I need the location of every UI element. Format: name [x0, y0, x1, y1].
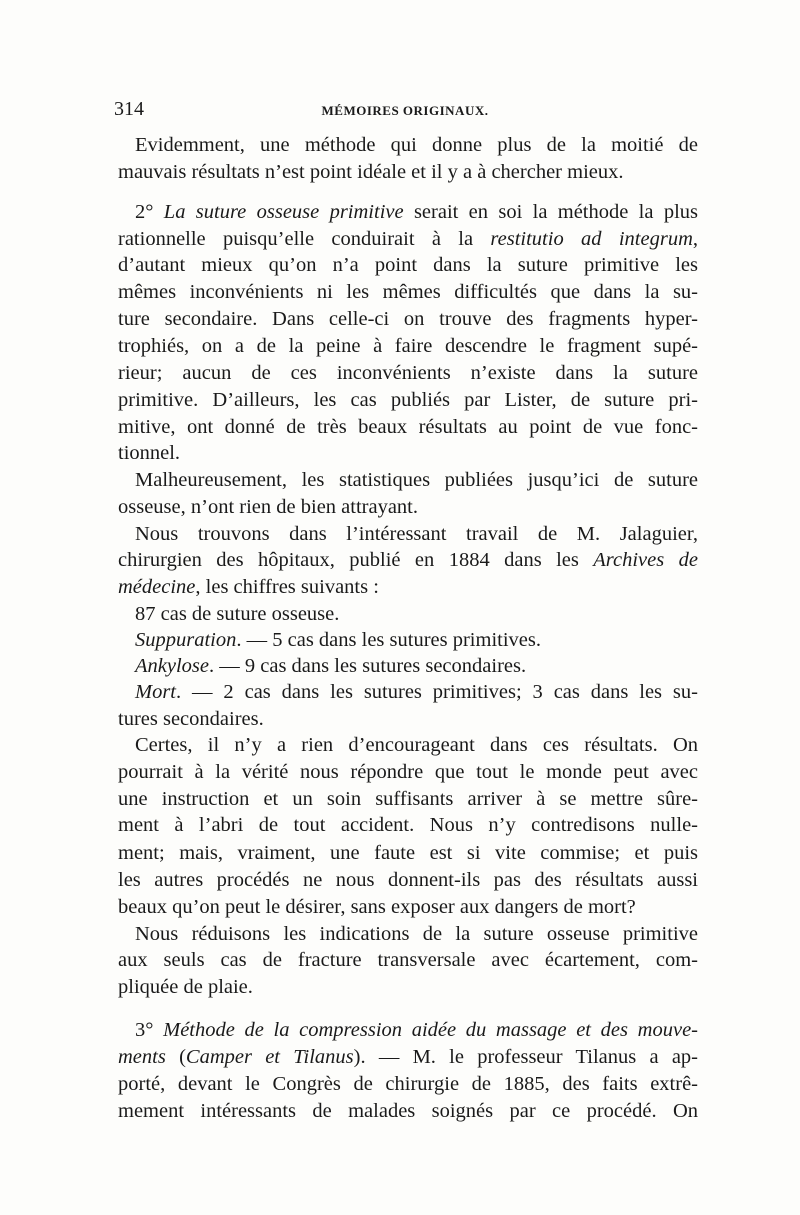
running-title: [0, 103, 800, 119]
text-span: ment à l’abri de tout accident. Nous n’y contredisons nulle-: [118, 814, 698, 836]
text-line: [135, 733, 698, 757]
text-line: [118, 441, 698, 465]
text-line: [118, 495, 698, 519]
running-title-text: MÉMOIRES ORIGINAUX.: [321, 103, 489, 118]
text-span: Malheureusement, les statistiques publiées jusqu’ici de suture: [135, 469, 698, 491]
text-span: trophiés, on a de la peine à faire descendre le fragment supé-: [118, 335, 698, 357]
text-span: ). — M. le professeur Tilanus a ap-: [353, 1046, 699, 1068]
text-span: primitive. D’ailleurs, les cas publiés par Lister, de suture pri-: [118, 389, 698, 411]
text-line: [118, 415, 698, 439]
italic-text: restitutio ad integrum: [490, 228, 693, 250]
text-line: [118, 975, 698, 999]
text-line: [118, 787, 698, 811]
text-span: . — 5 cas dans les sutures primitives.: [236, 629, 541, 651]
text-span: 3°: [135, 1019, 164, 1041]
text-line: [118, 307, 698, 331]
text-span: tures secondaires.: [118, 708, 264, 730]
text-line: [118, 841, 698, 865]
text-line: [118, 813, 698, 837]
text-span: . — 9 cas dans les sutures secondaires.: [209, 655, 527, 677]
italic-text: Archives de: [593, 549, 698, 571]
text-span: Certes, il n’y a rien d’encourageant dans ces résultats. On: [135, 734, 698, 756]
text-line: [118, 1099, 698, 1123]
text-span: d’autant mieux qu’on n’a point dans la suture primitive les: [118, 254, 698, 276]
text-span: Nous réduisons les indications de la suture osseuse primitive: [135, 923, 698, 945]
italic-text: Camper et Tilanus: [185, 1046, 354, 1068]
text-line: [118, 548, 698, 572]
text-span: ment; mais, vraiment, une faute est si vite commise; et puis: [118, 842, 698, 864]
italic-text: ments: [118, 1046, 166, 1068]
text-line: [118, 334, 698, 358]
text-line: [118, 361, 698, 385]
text-line: [118, 1072, 698, 1096]
text-line: [135, 200, 698, 224]
text-line: [118, 1045, 698, 1069]
text-span: serait en soi la méthode la plus: [403, 201, 698, 223]
text-line: [118, 227, 698, 251]
text-line: [118, 388, 698, 412]
text-line: [135, 922, 698, 946]
italic-text: Ankylose: [135, 655, 209, 677]
text-line: [118, 868, 698, 892]
text-line: [118, 760, 698, 784]
text-line: [118, 895, 698, 919]
text-line: [135, 654, 698, 678]
text-span: tionnel.: [118, 442, 181, 464]
text-span: rieur; aucun de ces inconvénients n’existe dans la suture: [118, 362, 698, 384]
text-span: mitive, ont donné de très beaux résultats au point de vue fonc-: [118, 416, 698, 438]
text-span: mêmes inconvénients ni les mêmes difficultés que dans la su-: [118, 281, 698, 303]
text-span: , les chiffres suivants :: [195, 576, 379, 598]
italic-text: médecine: [118, 576, 196, 598]
text-line: [135, 680, 698, 704]
text-line: [135, 1018, 698, 1042]
text-span: pourrait à la vérité nous répondre que tout le monde peut avec: [118, 761, 698, 783]
text-line: [118, 280, 698, 304]
text-line: [118, 575, 698, 599]
text-line: [118, 160, 698, 184]
italic-text: Méthode de la compression aidée du massage et des mouve-: [163, 1019, 698, 1041]
italic-text: Mort: [135, 681, 176, 703]
italic-text: La suture osseuse primitive: [163, 201, 404, 223]
page-number: 314: [114, 98, 144, 120]
text-line: [118, 707, 698, 731]
text-line: [135, 522, 698, 546]
text-span: une instruction et un soin suffisants arriver à se mettre sûre-: [118, 788, 698, 810]
text-span: aux seuls cas de fracture transversale avec écartement, com-: [118, 949, 698, 971]
text-span: Evidemment, une méthode qui donne plus de la moitié de: [135, 134, 698, 156]
text-span: mauvais résultats n’est point idéale et il y a à chercher mieux.: [118, 161, 624, 183]
text-line: [135, 602, 698, 626]
text-span: Nous trouvons dans l’intéressant travail de M. Jalaguier,: [135, 523, 698, 545]
text-span: 87 cas de suture osseuse.: [135, 603, 340, 625]
text-span: porté, devant le Congrès de chirurgie de 1885, des faits extrê-: [118, 1073, 698, 1095]
text-span: mement intéressants de malades soignés par ce procédé. On: [118, 1100, 698, 1122]
text-span: osseuse, n’ont rien de bien attrayant.: [118, 496, 419, 518]
italic-text: Suppuration: [135, 629, 237, 651]
text-line: [135, 468, 698, 492]
text-span: 2°: [135, 201, 164, 223]
text-span: ture secondaire. Dans celle-ci on trouve des fragments hyper-: [118, 308, 698, 330]
text-line: [135, 133, 698, 157]
text-span: beaux qu’on peut le désirer, sans exposer aux dangers de mort?: [118, 896, 636, 918]
text-span: rationnelle puisqu’elle conduirait à la: [118, 228, 491, 250]
text-span: les autres procédés ne nous donnent-ils pas des résultats aussi: [118, 869, 698, 891]
text-span: pliquée de plaie.: [118, 976, 253, 998]
text-span: chirurgien des hôpitaux, publié en 1884 dans les: [118, 549, 594, 571]
text-line: [118, 253, 698, 277]
text-span: . — 2 cas dans les sutures primitives; 3 cas dans les su-: [176, 681, 698, 703]
text-span: ,: [692, 228, 699, 250]
text-line: [118, 948, 698, 972]
text-span: (: [165, 1046, 186, 1068]
text-line: [135, 628, 698, 652]
